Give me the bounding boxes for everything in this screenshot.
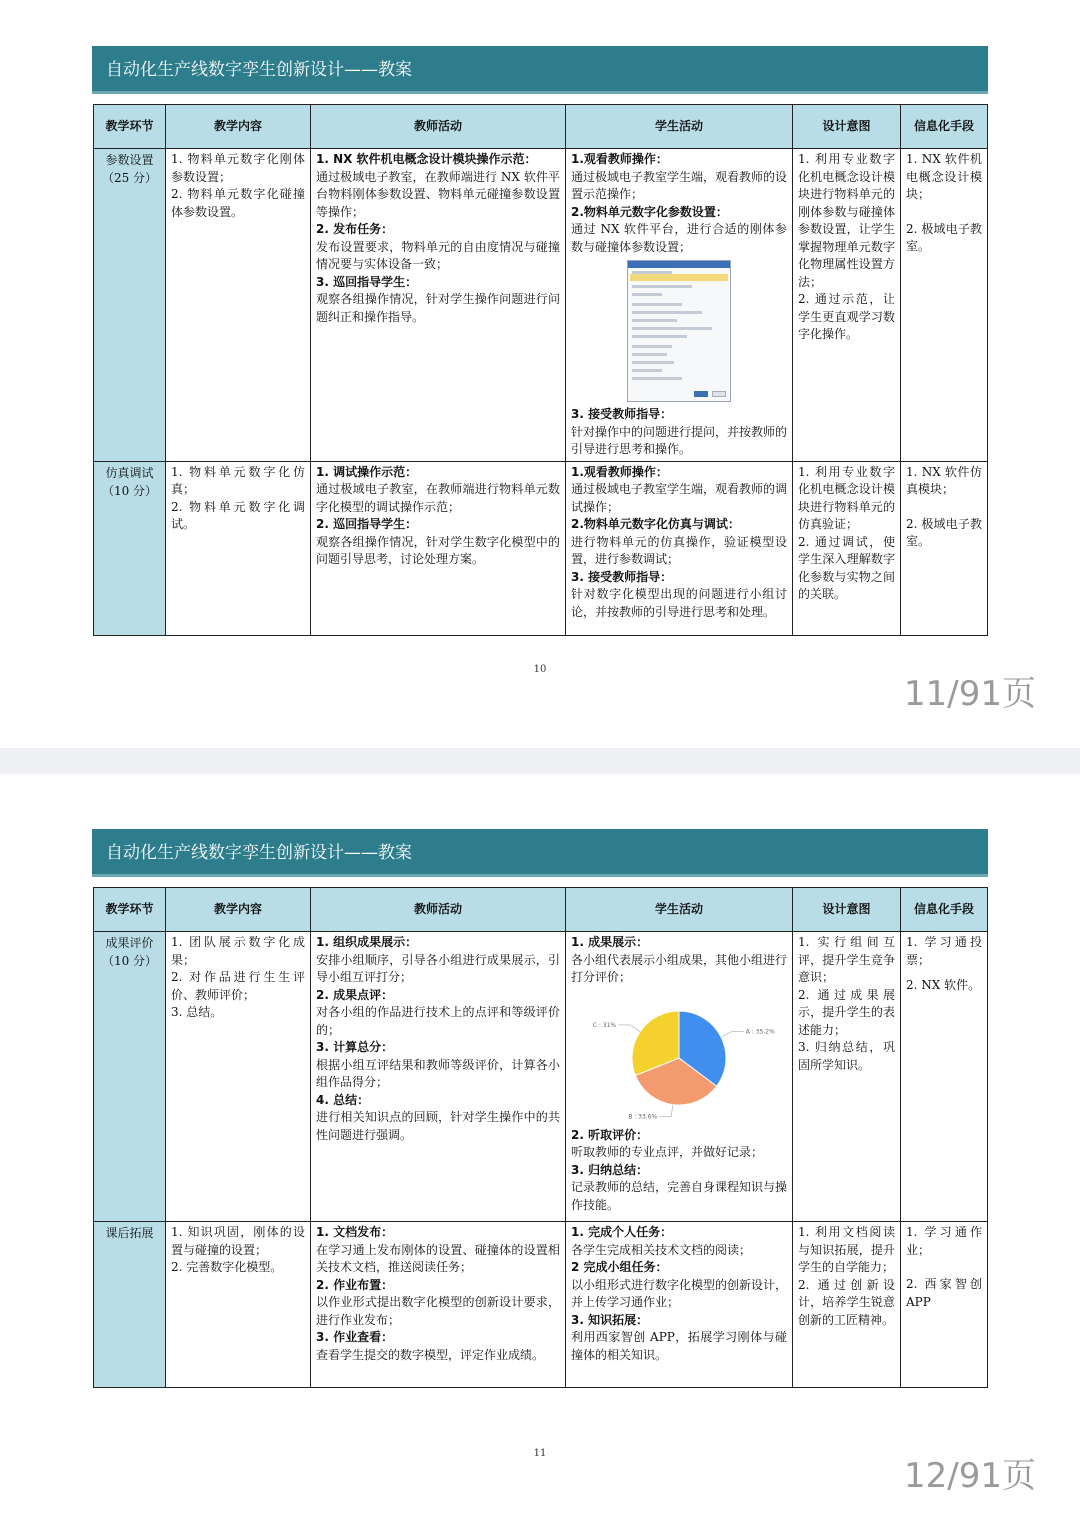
activity-heading: 3. 接受教师指导： (571, 407, 673, 421)
col-header-content: 教学内容 (166, 105, 311, 149)
teacher-cell (311, 1222, 566, 1388)
activity-text: 根据小组互评结果和教师等级评价，计算各小组作品得分； (316, 1057, 560, 1089)
pie-slice-label: B : 33.6% (628, 1112, 658, 1120)
activity-heading: 3. 作业查看： (316, 1330, 394, 1344)
table-row (94, 932, 988, 1222)
page-separator (0, 748, 1080, 774)
page-counter: 11/91页 (904, 674, 1036, 714)
activity-heading: 1.观看教师操作： (571, 152, 668, 166)
table-header-row (94, 105, 988, 149)
activity-text: 在学习通上发布刚体的设置、碰撞体的设置相关技术文档，推送阅读任务； (316, 1242, 560, 1274)
content-item: 2. 完善数字化模型。 (171, 1260, 283, 1274)
info-item: 1. 学习通投票； (906, 935, 982, 967)
activity-text: 以作业形式提出数字化模型的创新设计要求，进行作业发布； (316, 1295, 560, 1327)
content-item: 1. 知识巩固，刚体的设置与碰撞的设置； (171, 1225, 305, 1257)
student-cell (566, 149, 793, 462)
activity-text: 通过极域电子教室学生端，观看教师的设置示范操作； (571, 169, 788, 201)
lesson-plan-table (93, 104, 988, 636)
info-cell (901, 461, 988, 635)
teacher-cell (311, 461, 566, 635)
activity-heading: 2. 作业布置： (316, 1277, 394, 1292)
activity-heading: 2. 听取评价： (571, 1127, 649, 1142)
col-header-teacher: 教师活动 (311, 105, 566, 149)
pie-chart-svg (574, 993, 784, 1123)
content-item: 1. 物料单元数字化仿真； (171, 464, 305, 496)
activity-heading: 1. 成果展示： (571, 935, 649, 949)
stage-name: 参数设置 (105, 153, 154, 167)
activity-heading: 2.物料单元数字化参数设置： (571, 204, 728, 219)
document-page-12 (0, 774, 1080, 1520)
student-cell (566, 932, 793, 1222)
stage-duration: （25 分） (101, 171, 158, 185)
intent-item: 1. 利用专业数字化机电概念设计模块进行物料单元的仿真验证； (798, 464, 895, 531)
intent-item: 1. 利用专业数字化机电概念设计模块进行物料单元的刚体参数与碰撞体参数设置，让学生掌握物理单元数字化物理属性设置方法； (798, 152, 895, 289)
col-header-intent: 设计意图 (793, 888, 901, 932)
info-cell (901, 1222, 988, 1388)
stage-name: 仿真调试 (105, 465, 154, 480)
teacher-cell (311, 932, 566, 1222)
col-header-teacher: 教师活动 (311, 888, 566, 932)
info-item: 2. 极域电子教室。 (906, 221, 982, 253)
activity-heading: 1.观看教师操作： (571, 464, 668, 479)
col-header-content: 教学内容 (166, 888, 311, 932)
activity-text: 通过 NX 软件平台，进行合适的刚体参数与碰撞体参数设置； (571, 222, 787, 254)
info-item: 1. NX 软件仿真模块； (906, 464, 982, 496)
activity-heading: 3. 接受教师指导： (571, 569, 673, 584)
pie-slice-label: C : 31% (592, 1021, 617, 1029)
content-cell (166, 932, 311, 1222)
pie-leader-line (721, 1031, 744, 1036)
stage-duration: （10 分） (101, 954, 158, 968)
table-row (94, 1222, 988, 1388)
content-item: 2. 对作品进行生生评价、教师评价； (171, 970, 305, 1002)
evaluation-pie-chart (574, 993, 784, 1123)
content-item: 1. 团队展示数字化成果； (171, 935, 305, 967)
activity-text: 各学生完成相关技术文档的阅读； (571, 1242, 752, 1257)
activity-text: 通过极域电子教室学生端，观看教师的调试操作； (571, 482, 788, 514)
info-item: 2. NX 软件。 (906, 978, 981, 992)
info-item: 2. 西家智创 APP (906, 1277, 982, 1309)
activity-heading: 1. 调试操作示范： (316, 464, 418, 479)
teacher-cell (311, 149, 566, 462)
activity-text: 观察各组操作情况，针对学生数字化模型中的问题引导思考，讨论处理方案。 (316, 534, 560, 566)
col-header-intent: 设计意图 (793, 105, 901, 149)
content-item: 3. 总结。 (171, 1005, 223, 1019)
activity-heading: 2. 发布任务： (316, 222, 394, 236)
activity-heading: 1. 组织成果展示： (316, 935, 418, 949)
activity-text: 利用西家智创 APP，拓展学习刚体与碰撞体的相关知识。 (571, 1330, 787, 1362)
intent-item: 2. 通过成果展示，提升学生的表述能力； (798, 987, 895, 1037)
document-page-11 (0, 0, 1080, 748)
intent-cell (793, 1222, 901, 1388)
activity-text: 通过极域电子教室，在教师端进行 NX 软件平台物料刚体参数设置、物料单元碰撞参数设置等操作； (316, 169, 560, 219)
info-cell (901, 932, 988, 1222)
page-counter: 12/91页 (904, 1456, 1036, 1496)
student-cell (566, 1222, 793, 1388)
activity-text: 通过极域电子教室，在教师端进行物料单元数字化模型的调试操作示范； (316, 482, 560, 514)
printed-page-number: 10 (533, 664, 547, 675)
table-row (94, 461, 988, 635)
activity-text: 进行物料单元的仿真操作，验证模型设置，进行参数调试； (571, 534, 787, 566)
intent-item: 2. 通过调试，使学生深入理解数字化参数与实物之间的关联。 (798, 534, 895, 601)
activity-heading: 1. NX 软件机电概念设计模块操作示范： (316, 152, 537, 166)
activity-text: 进行相关知识点的回顾，针对学生操作中的共性问题进行强调。 (316, 1110, 560, 1142)
stage-cell (94, 1222, 166, 1388)
activity-heading: 2.物料单元数字化仿真与调试： (571, 517, 740, 531)
activity-heading: 3. 归纳总结： (571, 1162, 649, 1177)
activity-heading: 3. 巡回指导学生： (316, 274, 418, 289)
content-item: 2. 物料单元数字化碰撞体参数设置。 (171, 187, 305, 219)
intent-cell (793, 932, 901, 1222)
activity-text: 观察各组操作情况，针对学生操作问题进行问题纠正和操作指导。 (316, 292, 560, 324)
intent-item: 2. 通过创新设计，培养学生锐意创新的工匠精神。 (798, 1277, 895, 1327)
lesson-plan-table (93, 887, 988, 1388)
doc-title-bar: 自动化生产线数字孪生创新设计——教案 (92, 46, 988, 94)
pie-slice-label: A : 35.2% (745, 1028, 775, 1036)
activity-text: 针对数字化模型出现的问题进行小组讨论，并按教师的引导进行思考和处理。 (571, 587, 787, 619)
col-header-info: 信息化手段 (901, 888, 988, 932)
activity-text: 各小组代表展示小组成果，其他小组进行打分评价； (571, 952, 788, 984)
content-item: 1. 物料单元数字化刚体参数设置； (171, 152, 305, 184)
activity-text: 安排小组顺序，引导各小组进行成果展示，引导小组互评打分； (316, 952, 560, 984)
activity-heading: 4. 总结： (316, 1092, 370, 1107)
content-cell (166, 461, 311, 635)
student-cell (566, 461, 793, 635)
intent-item: 1. 实行组间互评，提升学生竞争意识； (798, 935, 895, 984)
activity-heading: 1. 完成个人任务： (571, 1225, 673, 1239)
activity-heading: 3. 计算总分： (316, 1040, 394, 1054)
table-row (94, 149, 988, 462)
stage-cell (94, 932, 166, 1222)
stage-name: 课后拓展 (105, 1226, 154, 1240)
info-item: 2. 极域电子教室。 (906, 516, 982, 548)
activity-heading: 2. 成果点评： (316, 987, 394, 1002)
col-header-student: 学生活动 (566, 888, 793, 932)
doc-title-bar: 自动化生产线数字孪生创新设计——教案 (92, 829, 988, 877)
intent-item: 1. 利用文档阅读与知识拓展，提升学生的自学能力； (798, 1225, 895, 1274)
content-cell (166, 149, 311, 462)
activity-text: 记录教师的总结，完善自身课程知识与操作技能。 (571, 1180, 788, 1212)
col-header-student: 学生活动 (566, 105, 793, 149)
intent-item: 3. 归纳总结，巩固所学知识。 (798, 1040, 895, 1072)
activity-heading: 1. 文档发布： (316, 1225, 394, 1239)
info-item: 1. 学习通作业； (906, 1225, 982, 1257)
pie-leader-line (618, 1024, 640, 1031)
activity-text: 发布设置要求，物料单元的自由度情况与碰撞情况要与实体设备一致； (316, 239, 560, 271)
nx-parameter-dialog-image (627, 260, 731, 402)
intent-item: 2. 通过示范，让学生更直观学习数字化操作。 (798, 292, 895, 341)
intent-cell (793, 149, 901, 462)
activity-text: 针对操作中的问题进行提问，并按教师的引导进行思考和操作。 (571, 424, 788, 456)
activity-heading: 3. 知识拓展： (571, 1312, 649, 1327)
pie-leader-line (659, 1104, 673, 1116)
activity-text: 以小组形式进行数字化模型的创新设计，并上传学习通作业； (571, 1277, 788, 1309)
info-item: 1. NX 软件机电概念设计模块； (906, 152, 982, 201)
activity-text: 对各小组的作品进行技术上的点评和等级评价的； (316, 1005, 560, 1037)
printed-page-number: 11 (533, 1448, 547, 1459)
activity-text: 查看学生提交的数字模型，评定作业成绩。 (316, 1347, 545, 1362)
activity-heading: 2. 巡回指导学生： (316, 517, 418, 531)
activity-text: 听取教师的专业点评，并做好记录； (571, 1145, 764, 1159)
content-item: 2. 物料单元数字化调试。 (171, 499, 305, 531)
table-header-row (94, 888, 988, 932)
stage-duration: （10 分） (101, 483, 158, 498)
activity-heading: 2 完成小组任务： (571, 1260, 668, 1274)
intent-cell (793, 461, 901, 635)
stage-cell (94, 461, 166, 635)
col-header-info: 信息化手段 (901, 105, 988, 149)
stage-name: 成果评价 (105, 936, 154, 950)
stage-cell (94, 149, 166, 462)
col-header-stage: 教学环节 (94, 888, 166, 932)
content-cell (166, 1222, 311, 1388)
info-cell (901, 149, 988, 462)
col-header-stage: 教学环节 (94, 105, 166, 149)
